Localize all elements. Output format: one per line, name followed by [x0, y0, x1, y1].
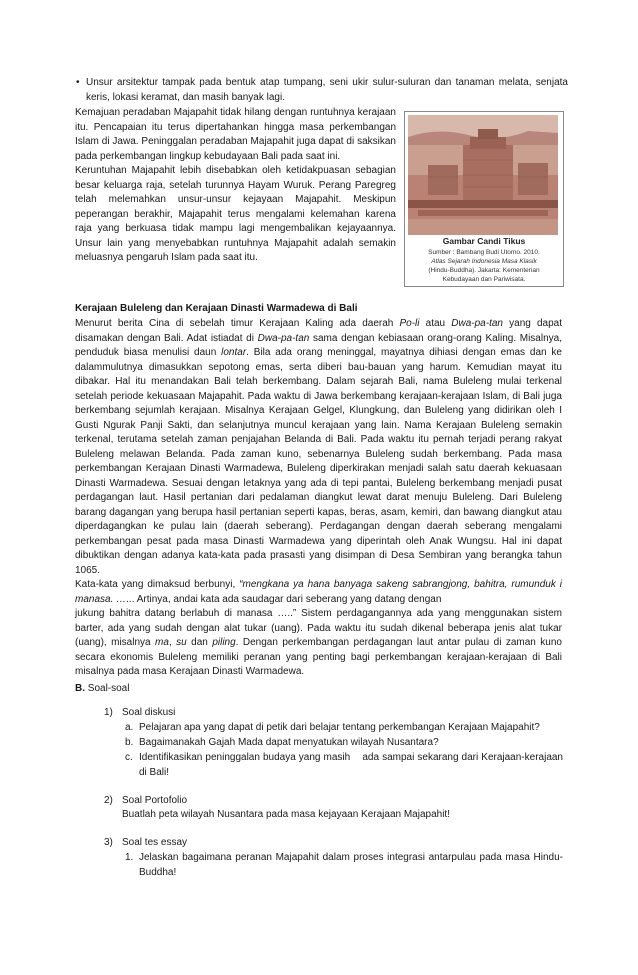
question-2-text: Buatlah peta wilayah Nusantara pada masa kejayaan Kerajaan Majapahit! [122, 809, 450, 820]
soal-heading: B. Soal-soal [75, 683, 130, 694]
bullet-text: Unsur arsitektur tampak pada bentuk atap tumpang, seni ukir sulur-suluran dan tanaman melata, senjata keris, lokasi keramat, dan masih banyak lagi. [86, 77, 568, 103]
section-heading: Kerajaan Buleleng dan Kerajaan Dinasti Warmadewa di Bali [75, 303, 358, 314]
intro-column [75, 106, 396, 266]
section-body [75, 317, 562, 680]
question-1a: a. Pelajaran apa yang dapat di petik dari belajar tentang perkembangan Kerajaan Majapahit? [125, 722, 540, 733]
question-1c: c. Identifikasikan peninggalan budaya yang masih ada sampai sekarang dari Kerajaan-kerajaan di Bali! [125, 752, 566, 778]
figure-candi-tikus [404, 111, 564, 287]
section-paragraph-2: Kata-kata yang dimaksud berbunyi, “mengkana ya hana banyaga sakeng sabrangjong, bahitra, rumunduk i manasa. …... Artinya, andai kata ada saudagar dari seberang yang datang dengan [75, 579, 562, 605]
figure-title: Gambar Candi Tikus [442, 236, 526, 246]
intro-paragraph-2: Keruntuhan Majapahit lebih disebabkan oleh ketidakpuasan sebagian besar keluarga raja, setelah turunnya Hayam Wuruk. Perang Paregreg telah melemahkan unsur-unsur kejayaan Majapahit. Meskipun peperangan berakhir, Majapahit terus mengalami kelemahan karena raja yang berkuasa tidak mampu lagi mengembalikan kejayaannya. Unsur lain yang menyebabkan runtuhnya Majapahit adalah semakin meluasnya pengaruh Islam pada saat itu. [75, 165, 396, 263]
figure-source-line-4: Kebudayaan dan Pariwisata. [442, 276, 526, 283]
figure-source-line-3: (Hindu-Buddha). Jakarta: Kementerian [428, 267, 540, 274]
figure-source-line-1: Sumber : Bambang Budi Utomo. 2010. [428, 249, 540, 256]
section-paragraph-3: jukung bahitra datang berlabuh di manasa …..” Sistem perdagangannya ada yang menggunakan sistem barter, ada yang sudah dengan alat tukar (uang). Pada waktu itu sudah dikenal beberapa jenis alat tukar (uang), misalnya ma, su dan piling. Dengan perkembangan perdagangan laut antar pulau di zaman kuno secara ekonomis Buleleng memiliki peranan yang penting bagi perkembangan kerajaan-kerajaan di Bali misalnya pada masa Kerajaan Dinasti Warmadewa. [75, 608, 562, 677]
temple-photo [408, 115, 558, 235]
section-paragraph-1: Menurut berita Cina di sebelah timur Kerajaan Kaling ada daerah Po-li atau Dwa-pa-tan yang dapat disamakan dengan Bali. Adat istiadat di Dwa-pa-tan sama dengan kebiasaan orang-orang Kaling. Misalnya, penduduk biasa menulisi daun lontar. Bila ada orang meninggal, mayatnya dihiasi dengan emas dan ke dalammulutnya dimasukkan sepotong emas, serta diberi bau-bauan yang harum. Kemudian mayat itu dibakar. Hal itu menandakan Bali telah berkembang. Dalam sejarah Bali, nama Buleleng mulai terkenal setelah periode kekuasaan Majapahit. Pada waktu di Jawa berkembang kerajaan-kerajaan Islam, di Bali juga berkembang sejumlah kerajaan. Misalnya Kerajaan Gelgel, Klungkung, dan Buleleng yang didirikan oleh I Gusti Ngurak Panji Sakti, dan selanjutnya muncul kerajaan yang lain. Nama Kerajaan Buleleng semakin terkenal, terutama setelah zaman penjajahan Belanda di Bali. Pada waktu itu pernah terjadi perang rakyat Buleleng melawan Belanda. Pada zaman kuno, sebenarnya Buleleng sudah berkembang. Pada masa perkembangan Kerajaan Dinasti Warmadewa, Buleleng diperkirakan menjadi salah satu daerah kekuasaan Dinasti Warmadewa. Sesuai dengan letaknya yang ada di tepi pantai, Buleleng berkembang menjadi pusat perdagangan laut. Hasil pertanian dari pedalaman diangkut lewat darat menuju Buleleng. Dari Buleleng barang dagangan yang berupa hasil pertanian seperti kapas, beras, asam, kemiri, dan bawang diangkut atau diperdagangkan ke pulau lain (daerah seberang). Perdagangan dengan daerah seberang mengalami perkembangan pesat pada masa Dinasti Warmadewa yang diperintah oleh Anak Wungsu. Hal ini dapat dibuktikan dengan adanya kata-kata pada prasasti yang disimpan di Desa Sembiran yang berangka tahun 1065. [75, 318, 562, 576]
figure-source-line-2: Atlas Sejarah Indonesia Masa Klasik [431, 258, 537, 265]
question-3-1: 1. Jelaskan bagaimana peranan Majapahit dalam proses integrasi antarpulau pada masa Hindu-Buddha! [125, 852, 563, 878]
bullet-dot-icon: • [76, 77, 80, 88]
bullet-item [76, 76, 568, 105]
intro-paragraph-1: Kemajuan peradaban Majapahit tidak hilang dengan runtuhnya kerajaan itu. Pencapaian itu terus dipertahankan hingga masa perkembangan Islam di Jawa. Peninggalan peradaban Majapahit juga dapat di saksikan pada perkembangan lingkup kebudayaan Bali pada saat ini. [75, 107, 396, 162]
question-1b: b. Bagaimanakah Gajah Mada dapat menyatukan wilayah Nusantara? [125, 737, 439, 748]
temple-photo-image [408, 115, 558, 235]
document-page: • Unsur arsitektur tampak pada bentuk atap tumpang, seni ukir sulur-suluran dan tanaman melata, senjata keris, lokasi keramat, dan masih banyak lagi. Kemajuan peradaban Majapahit tidak hilang dengan runtuhnya kerajaan itu. Pencapaian itu terus dipertahankan hingga masa perkembangan Islam di Jawa. Peninggalan peradaban Majapahit juga dapat di saksikan pada perkembangan lingkup kebudayaan Bali pada saat ini. Keruntuhan Majapahit lebih disebabkan oleh ketidakpuasan sebagian besar keluarga raja, setelah turunnya Hayam Wuruk. Perang Paregreg telah melemahkan unsur-unsur kejayaan Majapahit. Meskipun peperangan berakhir, Majapahit terus mengalami kelemahan karena raja yang berkuasa tidak mampu lagi mengembalikan kejayaannya. Unsur lain yang menyebabkan runtuhnya Majapahit adalah semakin meluasnya pengaruh Islam pada saat itu. Gambar Candi Tikus Sumber : Bambang Budi Utomo. 2010. Atlas Sejarah Indonesia Masa Klasik (Hindu-Buddha). Jakarta: Kementerian Kebudayaan dan Pariwisata. Kerajaan Buleleng dan Kerajaan Dinasti Warmadewa di Bali Menurut berita Cina di sebelah timur Kerajaan Kaling ada daerah Po-li atau Dwa-pa-tan yang dapat disamakan dengan Bali. Adat istiadat di Dwa-pa-tan sama dengan kebiasaan orang-orang Kaling. Misalnya, penduduk biasa menulisi daun lontar. Bila ada orang meninggal, mayatnya dihiasi dengan emas dan ke dalammulutnya dimasukkan sepotong emas, serta diberi bau-bauan yang harum. Kemudian mayat itu dibakar. Hal itu menandakan Bali telah berkembang. Dalam sejarah Bali, nama Buleleng mulai terkenal setelah periode kekuasaan Majapahit. Pada waktu di Jawa berkembang kerajaan-kerajaan Islam, di Bali juga berkembang sejumlah kerajaan. Misalnya Kerajaan Gelgel, Klungkung, dan Buleleng yang didirikan oleh I Gusti Ngurak Panji Sakti, dan selanjutnya muncul kerajaan yang lain. Nama Kerajaan Buleleng semakin terkenal, terutama setelah zaman penjajahan Belanda di Bali. Pada waktu itu pernah terjadi perang rakyat Buleleng melawan Belanda. Pada zaman kuno, sebenarnya Buleleng sudah berkembang. Pada masa perkembangan Kerajaan Dinasti Warmadewa, Buleleng diperkirakan menjadi salah satu daerah kekuasaan Dinasti Warmadewa. Sesuai dengan letaknya yang ada di tepi pantai, Buleleng berkembang menjadi pusat perdagangan laut. Hasil pertanian dari pedalaman diangkut lewat darat menuju Buleleng. Dari Buleleng barang dagangan yang berupa hasil pertanian seperti kapas, beras, asam, kemiri, dan bawang diangkut atau diperdagangkan ke pulau lain (daerah seberang). Perdagangan dengan daerah seberang mengalami perkembangan pesat pada masa Dinasti Warmadewa yang diperintah oleh Anak Wungsu. Hal ini dapat dibuktikan dengan adanya kata-kata pada prasasti yang disimpan di Desa Sembiran yang berangka tahun 1065. Kata-kata yang dimaksud berbunyi, “mengkana ya hana banyaga sakeng sabrangjong, bahitra, rumunduk i manasa. …... Artinya, andai kata ada saudagar dari seberang yang datang dengan jukung bahitra datang berlabuh di manasa …..” Sistem perdagangannya ada yang menggunakan sistem barter, ada yang sudah dengan alat tukar (uang). Pada waktu itu sudah dikenal beberapa jenis alat tukar (uang), misalnya ma, su dan piling. Dengan perkembangan perdagangan laut antar pulau di zaman kuno secara ekonomis Buleleng memiliki peranan yang penting bagi perkembangan kerajaan-kerajaan di Bali misalnya pada masa Kerajaan Dinasti Warmadewa. B. Soal-soal 1) Soal diskusi a. Pelajaran apa yang dapat di petik dari belajar tentang perkembangan Kerajaan Majapahit? b. Bagaimanakah Gajah Mada dapat menyatukan wilayah Nusantara? c. Identifikasikan peninggalan budaya yang masih ada sampai sekarang dari Kerajaan-kerajaan di Bali! 2) Soal Portofolio Buatlah peta wilayah Nusantara pada masa kejayaan Kerajaan Majapahit! 3) Soal tes essay 1. Jelaskan bagaimana peranan Majapahit dalam proses integrasi antarpulau pada masa Hindu-Buddha! [0, 0, 638, 975]
